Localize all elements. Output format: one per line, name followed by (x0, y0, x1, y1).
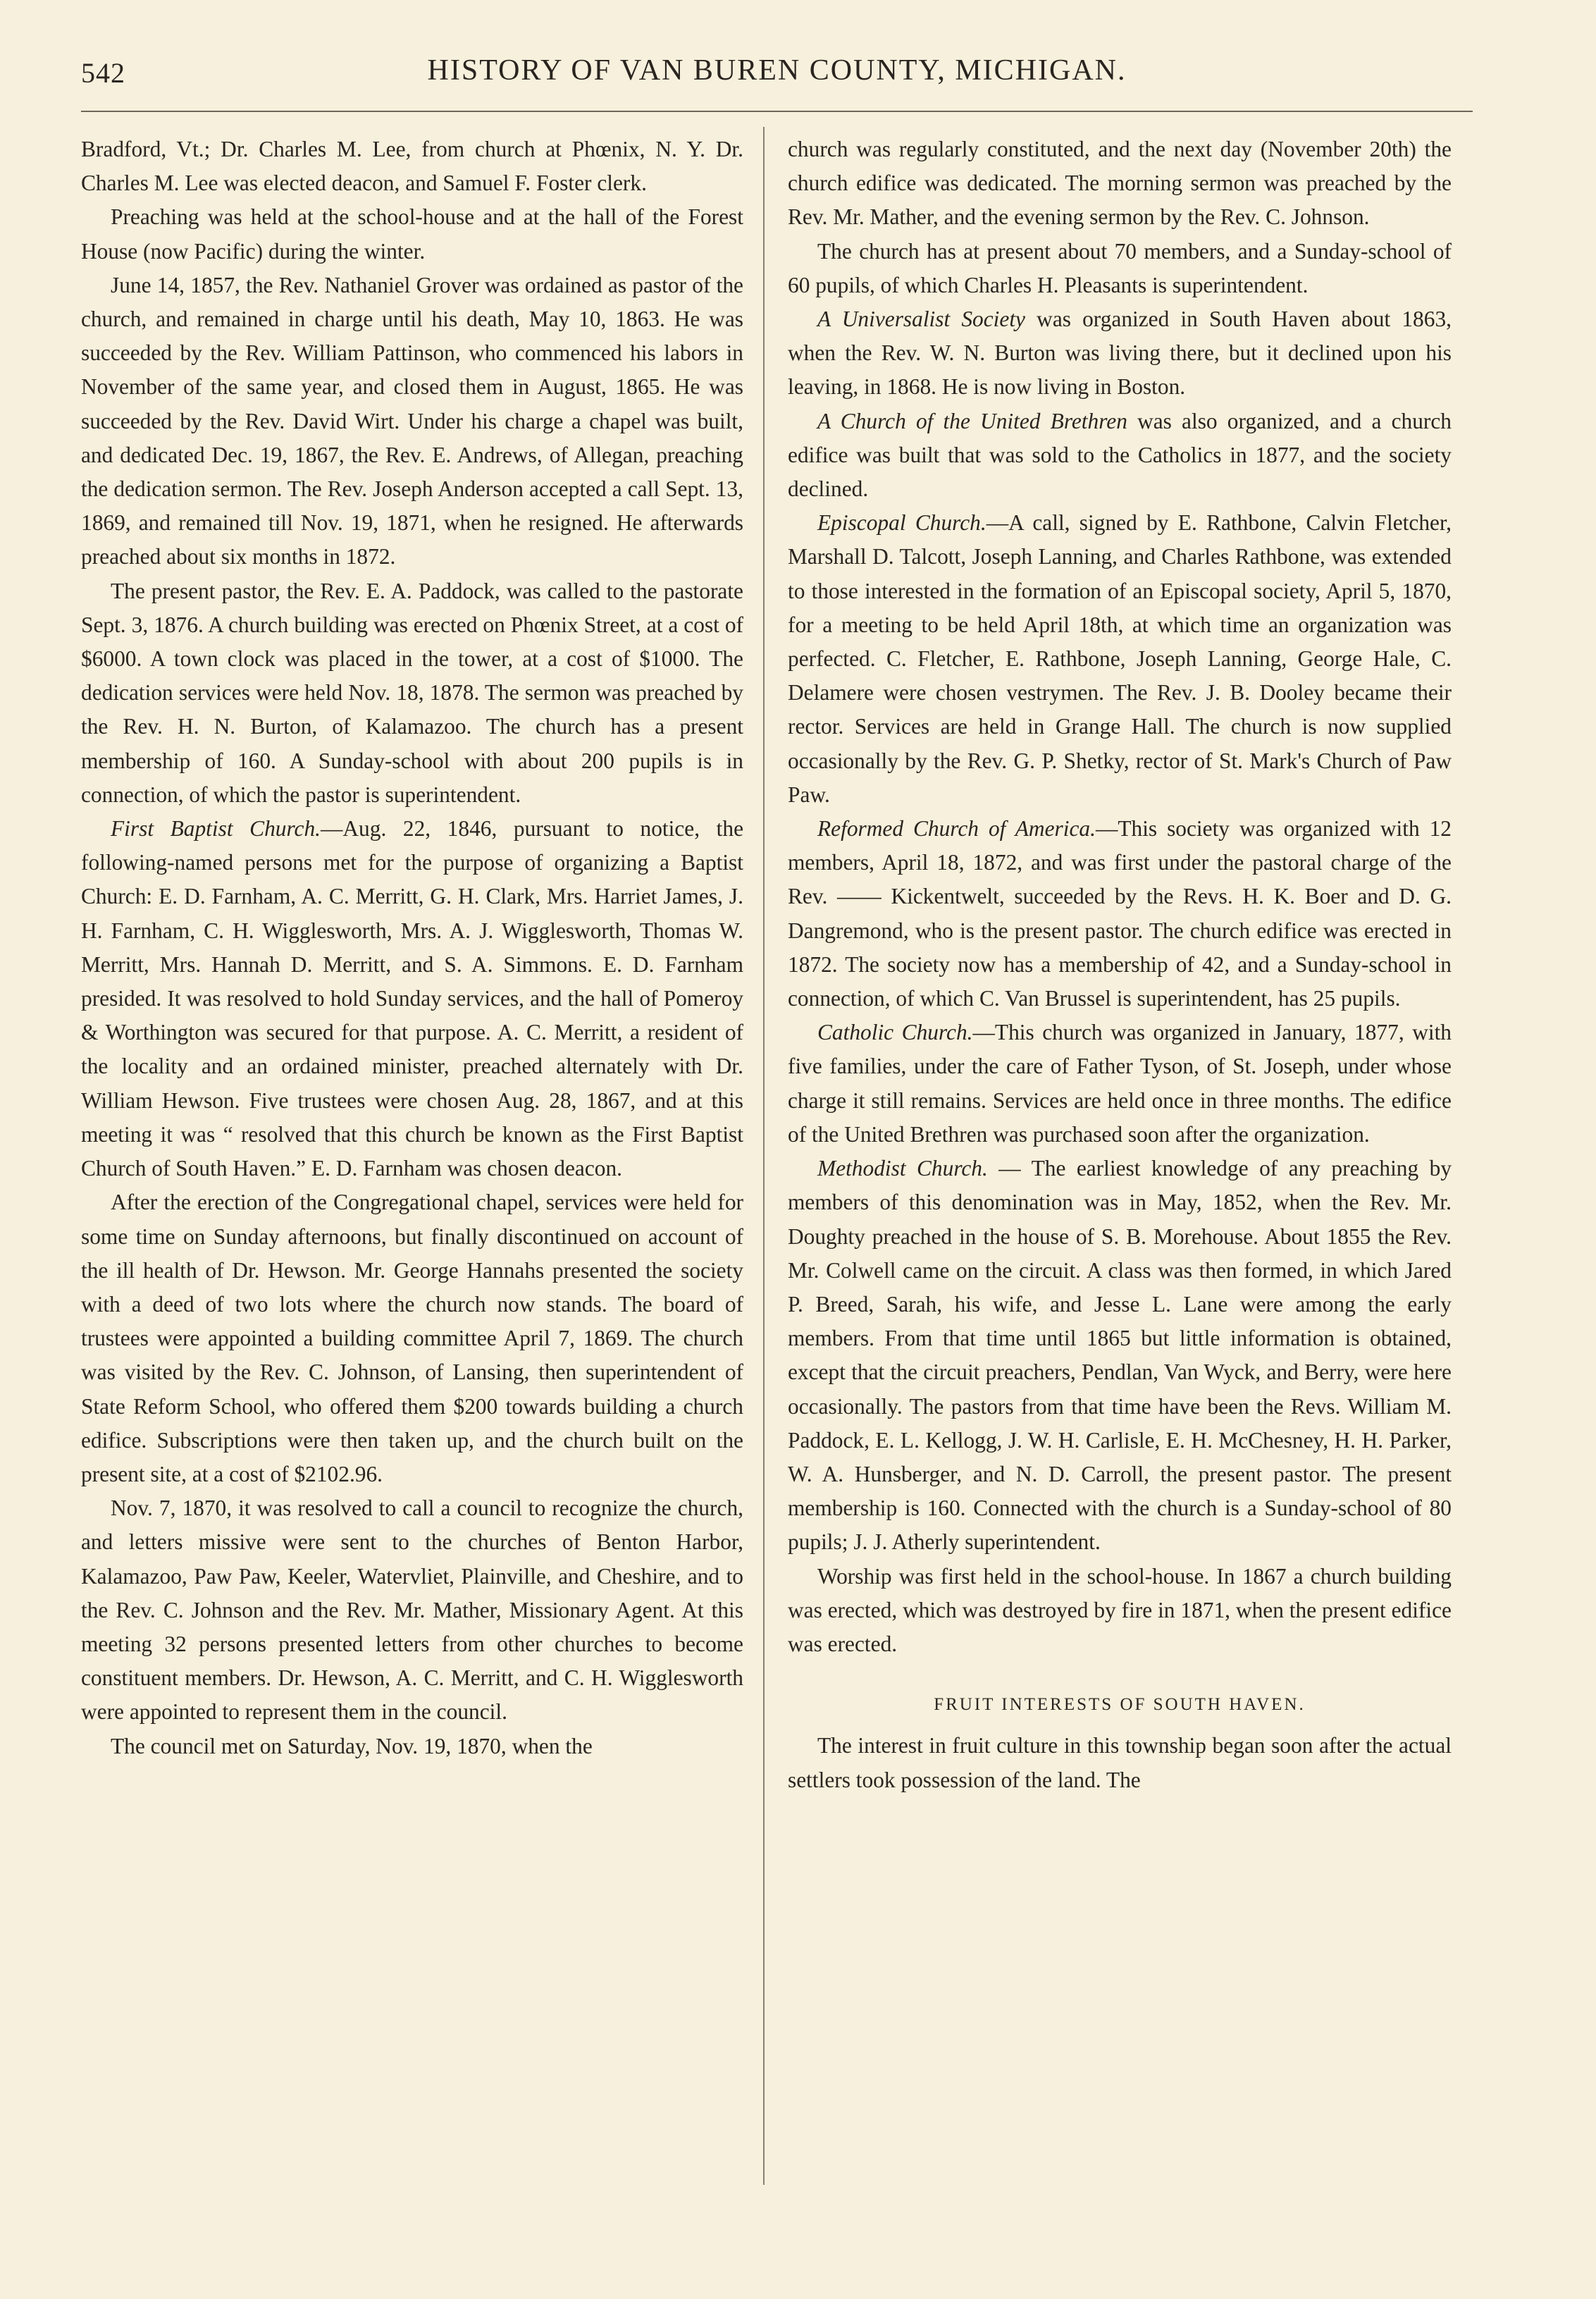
paragraph: Worship was first held in the school-house. In 1867 a church building was erected, which was destroyed by fire in 1871, when the present edifice was erected. (788, 1563, 1452, 1656)
paragraph (788, 812, 1452, 1016)
paragraph-text: —Aug. 22, 1846, pursuant to notice, the following-named persons met for the purpose of organizing a Baptist Church: E. D. Farnham, A. C. Merritt, G. H. Clark, Mrs. Harriet James, J. H. Farnham, C. H. Wigglesworth, Mrs. A. J. Wigglesworth, Thomas W. Merritt, Mrs. Hannah D. Merritt, and S. A. Simmons. E. D. Farnham presided. It was resolved to hold Sunday services, and the hall of Pomeroy & Worthington was secured for that purpose. A. C. Merritt, a resident of the locality and an ordained minister, preached alternately with Dr. William Hewson. Five trustees were chosen Aug. 28, 1867, and at this meeting it was “ resolved that this church be known as the First Baptist Church of South Haven.” E. D. Farnham was chosen deacon. (81, 816, 744, 1181)
paragraph-lead: Catholic Church. (817, 1020, 973, 1045)
paragraph-lead: A Church of the United Brethren (817, 408, 1127, 433)
paragraph (788, 506, 1452, 812)
paragraph-lead: A Universalist Society (817, 307, 1025, 332)
page-number: 542 (81, 57, 125, 89)
paragraph: Nov. 7, 1870, it was resolved to call a council to recognize the church, and letters missive were sent to the churches of Benton Harbor, Kalamazoo, Paw Paw, Keeler, Watervliet, Plainville, and Cheshire, and to the Rev. C. Johnson and the Rev. Mr. Mather, Missionary Agent. At this meeting 32 persons presented letters from other churches to become constituent members. Dr. Hewson, A. C. Merritt, and C. H. Wigglesworth were appointed to represent them in the council. (81, 1496, 743, 1725)
paragraph (81, 812, 743, 1185)
paragraph-lead: Episcopal Church. (817, 510, 986, 536)
paragraph: church was regularly constituted, and the next day (November 20th) the church edifice was dedicated. The morning sermon was preached by the Rev. Mr. Mather, and the evening sermon by the Rev. C. Johnson. (788, 137, 1452, 230)
paragraph (788, 1152, 1452, 1559)
paragraph: The interest in fruit culture in this township began soon after the actual settlers took possession of the land. The (788, 1733, 1452, 1792)
paragraph-lead: First Baptist Church. (111, 816, 321, 842)
paragraph-lead: Methodist Church. (817, 1156, 988, 1181)
paragraph-text: —This church was organized in January, 1877, with five families, under the care of Father Tyson, of St. Joseph, under whose charge it still remains. Services are held once in three months. The edifice of the United Brethren was purchased soon after the organization. (788, 1020, 1452, 1147)
page-header (81, 49, 1473, 99)
paragraph: After the erection of the Congregational chapel, services were held for some time on Sunday afternoons, but finally discontinued on account of the ill health of Dr. Hewson. Mr. George Hannahs presented the society with a deed of two lots where the church now stands. The board of trustees were appointed a building committee April 7, 1869. The church was visited by the Rev. C. Johnson, of Lansing, then superintendent of State Reform School, who offered them $200 towards building a church edifice. Subscriptions were then taken up, and the church built on the present site, at a cost of $2102.96. (81, 1190, 743, 1486)
paragraph: Preaching was held at the school-house and at the hall of the Forest House (now Pacific) during the winter. (81, 204, 743, 264)
paragraph: June 14, 1857, the Rev. Nathaniel Grover was ordained as pastor of the church, and remained in charge until his death, May 10, 1863. He was succeeded by the Rev. William Pattinson, who commenced his labors in November of the same year, and closed them in August, 1865. He was succeeded by the Rev. David Wirt. Under his charge a chapel was built, and dedicated Dec. 19, 1867, the Rev. E. Andrews, of Allegan, preaching the dedication sermon. The Rev. Joseph Anderson accepted a call Sept. 13, 1869, and remained till Nov. 19, 1871, when he resigned. He afterwards preached about six months in 1872. (81, 272, 743, 569)
paragraph: The council met on Saturday, Nov. 19, 1870, when the (111, 1733, 593, 1758)
paragraph-text: was also organized, and a church edifice was built that was sold to the Catholics in 1877, and the society declined. (788, 408, 1452, 502)
right-column (788, 132, 1452, 1797)
paragraph-lead: Reformed Church of America. (817, 816, 1096, 842)
running-title: HISTORY OF VAN BUREN COUNTY, MICHIGAN. (427, 54, 1127, 87)
paragraph-text: —This society was organized with 12 members, April 18, 1872, and was first under the pastoral charge of the Rev. —— Kickentwelt, succeeded by the Revs. H. K. Boer and D. G. Dangremond, who is the present pastor. The church edifice was erected in 1872. The society now has a membership of 42, and a Sunday-school in connection, of which C. Van Brussel is superintendent, has 25 pupils. (788, 816, 1452, 1011)
header-rule (81, 111, 1473, 112)
paragraph: Bradford, Vt.; Dr. Charles M. Lee, from church at Phœnix, N. Y. Dr. Charles M. Lee was elected deacon, and Samuel F. Foster clerk. (81, 137, 743, 196)
section-heading: FRUIT INTERESTS OF SOUTH HAVEN. (934, 1695, 1306, 1715)
left-column (81, 132, 743, 1763)
paragraph (788, 302, 1452, 405)
column-rule (763, 127, 765, 2185)
paragraph: The church has at present about 70 members, and a Sunday-school of 60 pupils, of which Charles H. Pleasants is superintendent. (788, 238, 1452, 297)
paragraph: The present pastor, the Rev. E. A. Paddock, was called to the pastorate Sept. 3, 1876. A church building was erected on Phœnix Street, at a cost of $6000. A town clock was placed in the tower, at a cost of $1000. The dedication services were held Nov. 18, 1878. The sermon was preached by the Rev. H. N. Burton, of Kalamazoo. The church has a present membership of 160. A Sunday-school with about 200 pupils is in connection, of which the pastor is superintendent. (81, 578, 743, 807)
paragraph (788, 1016, 1452, 1152)
paragraph (788, 405, 1452, 507)
paragraph-text: — The earliest knowledge of any preaching by members of this denomination was in May, 1852, when the Rev. Mr. Doughty preached in the house of S. B. Morehouse. About 1855 the Rev. Mr. Colwell came on the circuit. A class was then formed, in which Jared P. Breed, Sarah, his wife, and Jesse L. Lane were among the early members. From that time until 1865 but little information is obtained, except that the circuit preachers, Pendlan, Van Wyck, and Berry, were here occasionally. The pastors from that time have been the Revs. William M. Paddock, E. L. Kellogg, J. W. H. Carlisle, E. H. McChesney, H. H. Parker, W. A. Hunsberger, and N. D. Carroll, the present pastor. The present membership is 160. Connected with the church is a Sunday-school of 80 pupils; J. J. Atherly superintendent. (788, 1156, 1452, 1555)
paragraph-text: —A call, signed by E. Rathbone, Calvin Fletcher, Marshall D. Talcott, Joseph Lanning, and Charles Rathbone, was extended to those interested in the formation of an Episcopal society, April 5, 1870, for a meeting to be held April 18th, at which time an organization was perfected. C. Fletcher, E. Rathbone, Joseph Lanning, George Hale, C. Delamere were chosen vestrymen. The Rev. J. B. Dooley became their rector. Services are held in Grange Hall. The church is now supplied occasionally by the Rev. G. P. Shetky, rector of St. Mark's Church of Paw Paw. (788, 510, 1452, 807)
paragraph-text: was organized in South Haven about 1863, when the Rev. W. N. Burton was living there, but it declined upon his leaving, in 1868. He is now living in Boston. (788, 307, 1452, 400)
